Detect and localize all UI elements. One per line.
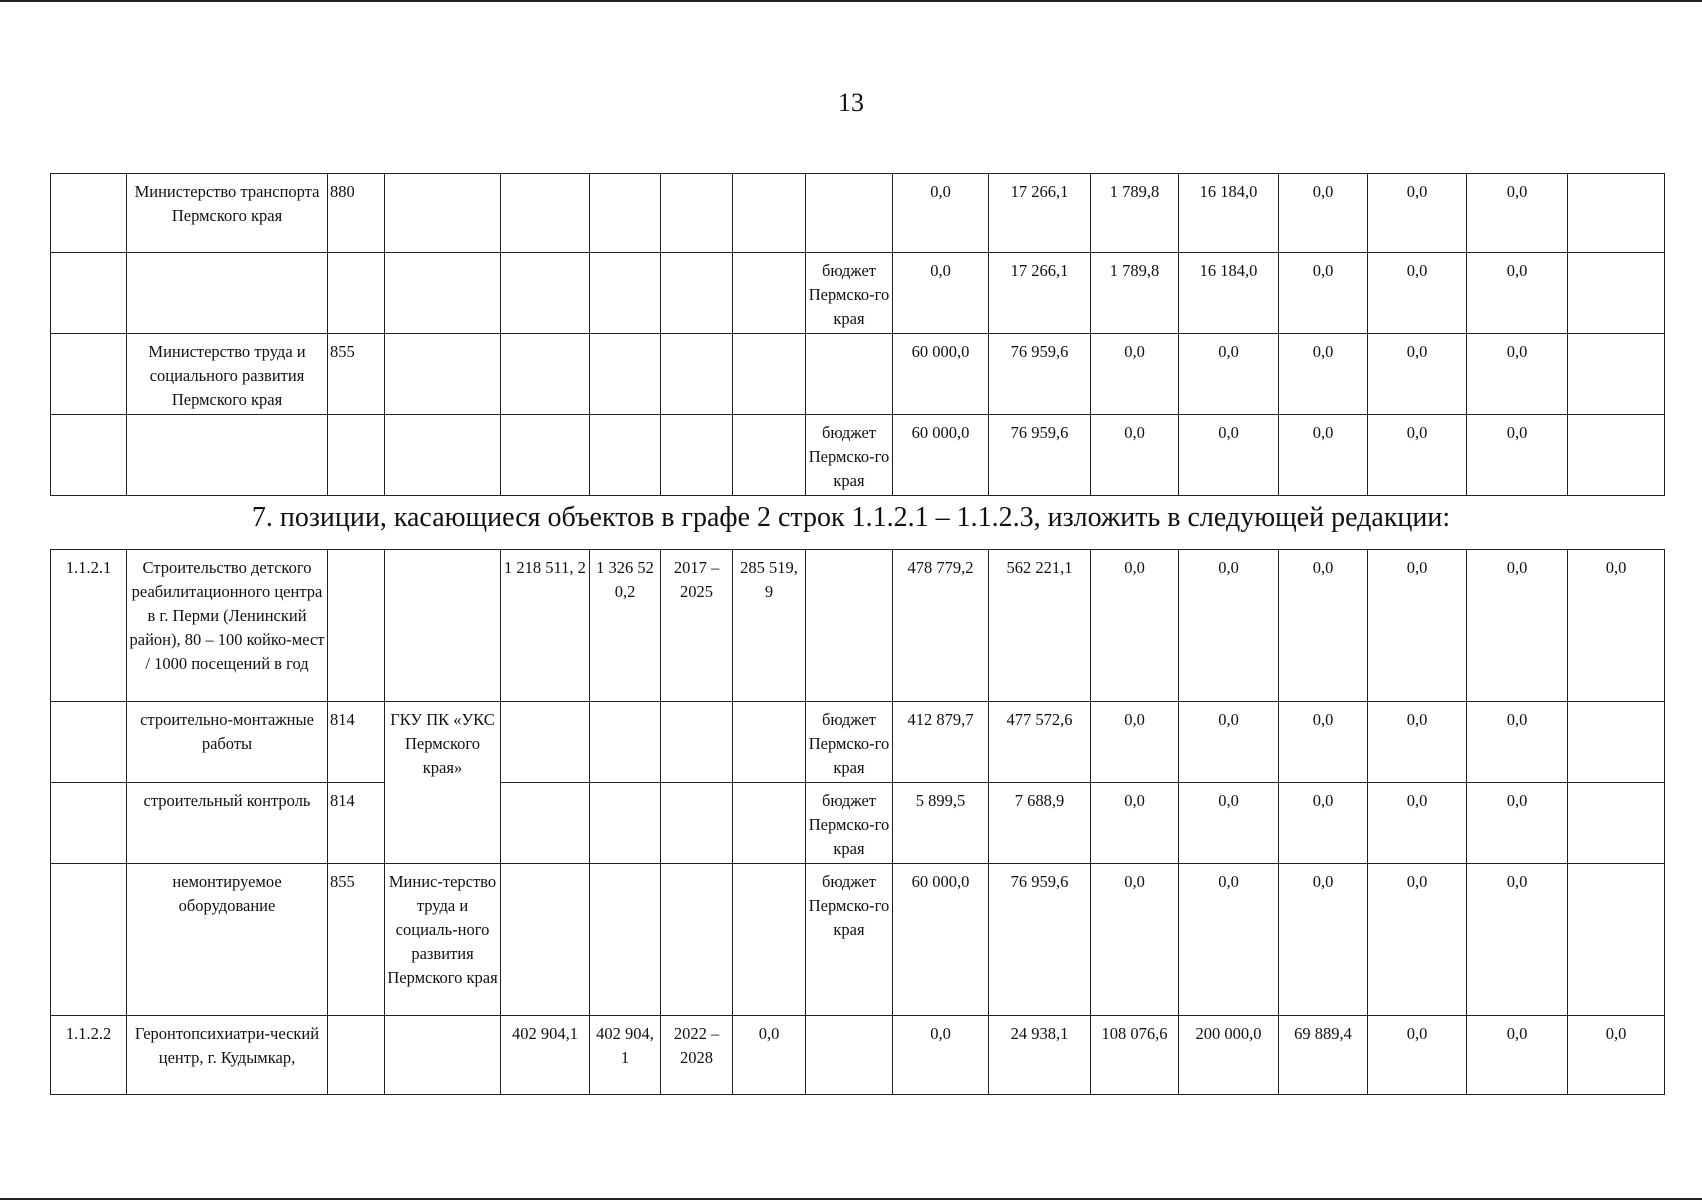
cell: 2022 – 2028 bbox=[661, 1016, 733, 1095]
cell: 1 218 511, 2 bbox=[501, 550, 590, 702]
cell bbox=[590, 783, 661, 864]
cell: 17 266,1 bbox=[989, 253, 1091, 334]
cell: 60 000,0 bbox=[893, 334, 989, 415]
cell: бюджет Пермско-го края bbox=[806, 415, 893, 496]
cell bbox=[501, 415, 590, 496]
cell bbox=[51, 702, 127, 783]
cell bbox=[51, 174, 127, 253]
cell: Министерство труда и социального развития Пермского края bbox=[127, 334, 328, 415]
cell: 76 959,6 bbox=[989, 415, 1091, 496]
cell: 478 779,2 bbox=[893, 550, 989, 702]
cell bbox=[328, 1016, 385, 1095]
cell bbox=[328, 550, 385, 702]
cell: 0,0 bbox=[1368, 415, 1467, 496]
cell: строительно-монтажные работы bbox=[127, 702, 328, 783]
cell: 0,0 bbox=[1368, 1016, 1467, 1095]
cell: 24 938,1 bbox=[989, 1016, 1091, 1095]
cell: 0,0 bbox=[1368, 702, 1467, 783]
cell bbox=[661, 334, 733, 415]
cell bbox=[127, 415, 328, 496]
cell: Министерство транспорта Пермского края bbox=[127, 174, 328, 253]
cell bbox=[661, 783, 733, 864]
cell: 0,0 bbox=[1179, 702, 1279, 783]
budget-table-objects bbox=[50, 549, 1665, 1095]
cell: 0,0 bbox=[1368, 550, 1467, 702]
cell: 402 904, 1 bbox=[590, 1016, 661, 1095]
cell: 200 000,0 bbox=[1179, 1016, 1279, 1095]
cell: 0,0 bbox=[1467, 702, 1568, 783]
cell: Геронтопсихиатри-ческий центр, г. Кудымкар, bbox=[127, 1016, 328, 1095]
cell bbox=[51, 253, 127, 334]
cell bbox=[51, 864, 127, 1016]
cell: 1 326 52 0,2 bbox=[590, 550, 661, 702]
cell bbox=[501, 174, 590, 253]
cell bbox=[1568, 253, 1665, 334]
table-row bbox=[51, 783, 1665, 864]
cell: 60 000,0 bbox=[893, 415, 989, 496]
cell: 1.1.2.1 bbox=[51, 550, 127, 702]
cell: 0,0 bbox=[1368, 864, 1467, 1016]
cell: 285 519, 9 bbox=[733, 550, 806, 702]
table-row bbox=[51, 334, 1665, 415]
cell bbox=[328, 253, 385, 334]
cell bbox=[661, 253, 733, 334]
cell: 16 184,0 bbox=[1179, 174, 1279, 253]
cell: 0,0 bbox=[893, 174, 989, 253]
cell bbox=[1568, 783, 1665, 864]
cell bbox=[590, 702, 661, 783]
cell bbox=[733, 783, 806, 864]
cell: 814 bbox=[328, 783, 385, 864]
cell bbox=[806, 334, 893, 415]
cell bbox=[733, 253, 806, 334]
cell bbox=[661, 415, 733, 496]
cell: 76 959,6 bbox=[989, 334, 1091, 415]
amendment-instruction: 7. позиции, касающиеся объектов в графе 2 строк 1.1.2.1 – 1.1.2.3, изложить в следующей редакции: bbox=[251, 502, 1451, 533]
budget-table-continued bbox=[50, 173, 1665, 496]
cell: 1 789,8 bbox=[1091, 253, 1179, 334]
cell bbox=[127, 253, 328, 334]
cell bbox=[385, 174, 501, 253]
cell: бюджет Пермско-го края bbox=[806, 783, 893, 864]
cell bbox=[1568, 334, 1665, 415]
cell bbox=[51, 415, 127, 496]
cell: 855 bbox=[328, 864, 385, 1016]
cell: 0,0 bbox=[1179, 783, 1279, 864]
cell: 0,0 bbox=[1091, 783, 1179, 864]
cell: 402 904,1 bbox=[501, 1016, 590, 1095]
cell bbox=[590, 174, 661, 253]
cell: 0,0 bbox=[893, 253, 989, 334]
cell: 412 879,7 bbox=[893, 702, 989, 783]
cell bbox=[590, 415, 661, 496]
cell bbox=[590, 253, 661, 334]
cell bbox=[806, 174, 893, 253]
cell: 0,0 bbox=[1179, 415, 1279, 496]
cell: 0,0 bbox=[1279, 253, 1368, 334]
cell: 0,0 bbox=[1279, 334, 1368, 415]
cell: 5 899,5 bbox=[893, 783, 989, 864]
cell: 7 688,9 bbox=[989, 783, 1091, 864]
cell: 562 221,1 bbox=[989, 550, 1091, 702]
cell: строительный контроль bbox=[127, 783, 328, 864]
cell bbox=[661, 864, 733, 1016]
cell: 0,0 bbox=[1091, 864, 1179, 1016]
page-top-edge bbox=[0, 0, 1702, 2]
cell: 2017 – 2025 bbox=[661, 550, 733, 702]
cell: бюджет Пермско-го края bbox=[806, 253, 893, 334]
cell: 0,0 bbox=[1467, 864, 1568, 1016]
cell: 0,0 bbox=[1467, 1016, 1568, 1095]
cell: 0,0 bbox=[1467, 174, 1568, 253]
cell: ГКУ ПК «УКС Пермского края» bbox=[385, 702, 501, 864]
cell bbox=[733, 702, 806, 783]
cell: 17 266,1 bbox=[989, 174, 1091, 253]
cell: 814 bbox=[328, 702, 385, 783]
cell: бюджет Пермско-го края bbox=[806, 864, 893, 1016]
cell: 0,0 bbox=[893, 1016, 989, 1095]
cell: 69 889,4 bbox=[1279, 1016, 1368, 1095]
cell: 0,0 bbox=[1279, 783, 1368, 864]
cell: 0,0 bbox=[1368, 783, 1467, 864]
cell: 0,0 bbox=[1179, 550, 1279, 702]
cell: 108 076,6 bbox=[1091, 1016, 1179, 1095]
cell: 0,0 bbox=[1179, 334, 1279, 415]
table-row bbox=[51, 864, 1665, 1016]
cell bbox=[501, 334, 590, 415]
cell: 0,0 bbox=[1368, 334, 1467, 415]
cell: 0,0 bbox=[1279, 174, 1368, 253]
cell bbox=[806, 1016, 893, 1095]
cell bbox=[501, 783, 590, 864]
cell bbox=[661, 702, 733, 783]
cell: 0,0 bbox=[1091, 702, 1179, 783]
cell bbox=[1568, 174, 1665, 253]
cell bbox=[385, 415, 501, 496]
cell: 0,0 bbox=[1179, 864, 1279, 1016]
table-row bbox=[51, 1016, 1665, 1095]
cell: 0,0 bbox=[1467, 415, 1568, 496]
cell: 1.1.2.2 bbox=[51, 1016, 127, 1095]
cell: 0,0 bbox=[1279, 864, 1368, 1016]
cell: 0,0 bbox=[1467, 253, 1568, 334]
cell bbox=[733, 415, 806, 496]
cell bbox=[733, 334, 806, 415]
cell bbox=[501, 253, 590, 334]
cell bbox=[51, 334, 127, 415]
cell: 0,0 bbox=[1091, 334, 1179, 415]
cell: 0,0 bbox=[1091, 415, 1179, 496]
cell bbox=[806, 550, 893, 702]
cell bbox=[733, 864, 806, 1016]
cell: 0,0 bbox=[1568, 550, 1665, 702]
cell bbox=[501, 864, 590, 1016]
page-number: 13 bbox=[838, 88, 864, 117]
cell bbox=[1568, 702, 1665, 783]
table-row bbox=[51, 253, 1665, 334]
cell bbox=[590, 334, 661, 415]
cell: немонтируемое оборудование bbox=[127, 864, 328, 1016]
cell: 0,0 bbox=[733, 1016, 806, 1095]
cell bbox=[385, 334, 501, 415]
cell: 16 184,0 bbox=[1179, 253, 1279, 334]
cell bbox=[328, 415, 385, 496]
cell: 60 000,0 bbox=[893, 864, 989, 1016]
cell: 855 bbox=[328, 334, 385, 415]
table-row bbox=[51, 550, 1665, 702]
cell: 0,0 bbox=[1091, 550, 1179, 702]
cell: 0,0 bbox=[1568, 1016, 1665, 1095]
cell: бюджет Пермско-го края bbox=[806, 702, 893, 783]
cell: 0,0 bbox=[1467, 334, 1568, 415]
cell: 0,0 bbox=[1279, 415, 1368, 496]
cell: 1 789,8 bbox=[1091, 174, 1179, 253]
cell bbox=[501, 702, 590, 783]
cell bbox=[385, 550, 501, 702]
cell bbox=[590, 864, 661, 1016]
cell bbox=[733, 174, 806, 253]
cell bbox=[1568, 415, 1665, 496]
cell: 0,0 bbox=[1368, 253, 1467, 334]
cell bbox=[661, 174, 733, 253]
table-row bbox=[51, 415, 1665, 496]
cell: 76 959,6 bbox=[989, 864, 1091, 1016]
cell: 0,0 bbox=[1368, 174, 1467, 253]
table-row bbox=[51, 702, 1665, 783]
cell: 0,0 bbox=[1279, 550, 1368, 702]
cell: 0,0 bbox=[1467, 783, 1568, 864]
cell bbox=[51, 783, 127, 864]
cell: 0,0 bbox=[1467, 550, 1568, 702]
cell: 880 bbox=[328, 174, 385, 253]
table-row bbox=[51, 174, 1665, 253]
cell: Минис-терство труда и социаль-ного развития Пермского края bbox=[385, 864, 501, 1016]
cell bbox=[1568, 864, 1665, 1016]
cell bbox=[385, 1016, 501, 1095]
cell: 477 572,6 bbox=[989, 702, 1091, 783]
cell: Строительство детского реабилитационного центра в г. Перми (Ленинский район), 80 – 100 койко-мест / 1000 посещений в год bbox=[127, 550, 328, 702]
cell: 0,0 bbox=[1279, 702, 1368, 783]
cell bbox=[385, 253, 501, 334]
